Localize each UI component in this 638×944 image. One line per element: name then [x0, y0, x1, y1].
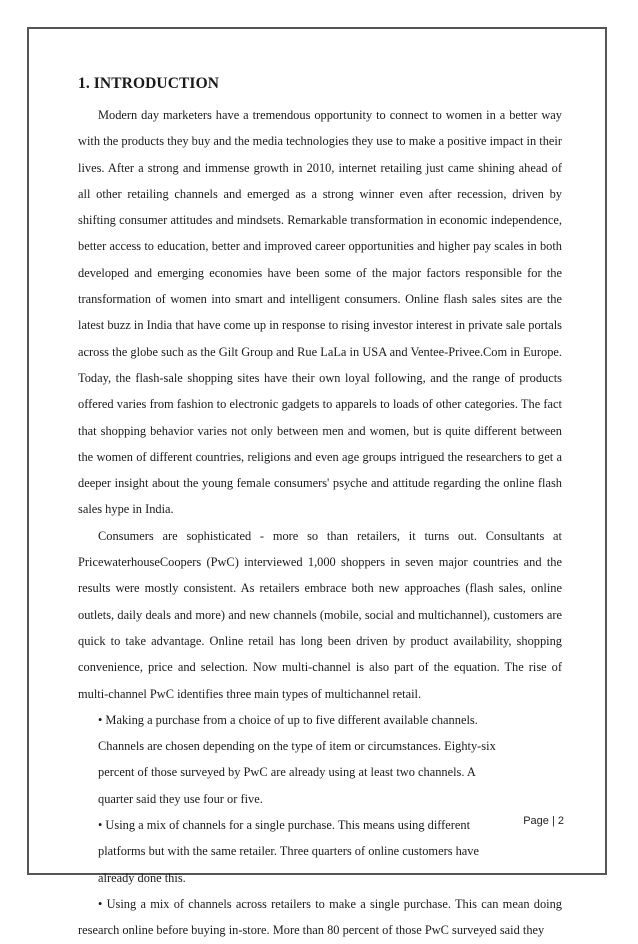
bullet-1-line: Channels are chosen depending on the type of item or circumstances. Eighty-six	[98, 739, 496, 754]
bullet-2-line: platforms but with the same retailer. Three quarters of online customers have	[98, 844, 480, 859]
bullet-item-3: • Using a mix of channels across retailers to make a single purchase. This can mean doing research online before buying in-store. More than 80 percent of those PwC surveyed said they	[78, 896, 562, 938]
paragraph-consumers: Consumers are sophisticated - more so than retailers, it turns out. Consultants at PricewaterhouseCoopers (PwC) interviewed 1,000 shoppers in seven major countries and the results were mostly consistent. As retailers embrace both new approaches (flash sales, online outlets, daily deals and more) and new channels (mobile, social and multichannel), customers are quick to take advantage. Online retail has long been driven by product availability, shopping convenience, price and selection. Now multi-channel is also part of the equation. The rise of multi-channel PwC identifies three main types of multichannel retail.	[78, 528, 562, 701]
bullet-1-line: • Making a purchase from a choice of up to five different available channels.	[98, 712, 478, 727]
bullet-item-1	[78, 707, 562, 812]
bullet-1-line: quarter said they use four or five.	[98, 791, 263, 806]
section-heading: 1. INTRODUCTION	[78, 75, 220, 92]
bullet-2-line: already done this.	[98, 870, 186, 885]
document-body	[78, 72, 562, 944]
bullet-2-line: • Using a mix of channels for a single purchase. This means using different	[98, 818, 471, 833]
bullet-item-2	[78, 812, 562, 891]
paragraph-intro: Modern day marketers have a tremendous opportunity to connect to women in a better way with the products they buy and the media technologies they use to make a positive impact in their lives. After a strong and immense growth in 2010, internet retailing just came shining ahead of all other retailing channels and emerged as a strong winner even after recession, driven by shifting consumer attitudes and mindsets. Remarkable transformation in economic independence, better access to education, better and improved career opportunities and higher pay scales in both developed and emerging economies have been some of the major factors responsible for the transformation of women into smart and intelligent consumers. Online flash sales sites are the latest buzz in India that have come up in response to rising investor interest in private sale portals across the globe such as the Gilt Group and Rue LaLa in USA and Ventee-Privee.Com in Europe. Today, the flash-sale shopping sites have their own loyal following, and the range of products offered varies from fashion to electronic gadgets to apparels to loads of other categories. The fact that shopping behavior varies not only between men and women, but is quite different between the women of different countries, religions and even age groups intrigued the researchers to get a deeper insight about the young female consumers' psyche and attitude regarding the online flash sales hype in India.	[78, 108, 562, 517]
page-number: Page | 2	[523, 815, 564, 827]
bullet-1-line: percent of those surveyed by PwC are already using at least two channels. A	[98, 765, 476, 780]
